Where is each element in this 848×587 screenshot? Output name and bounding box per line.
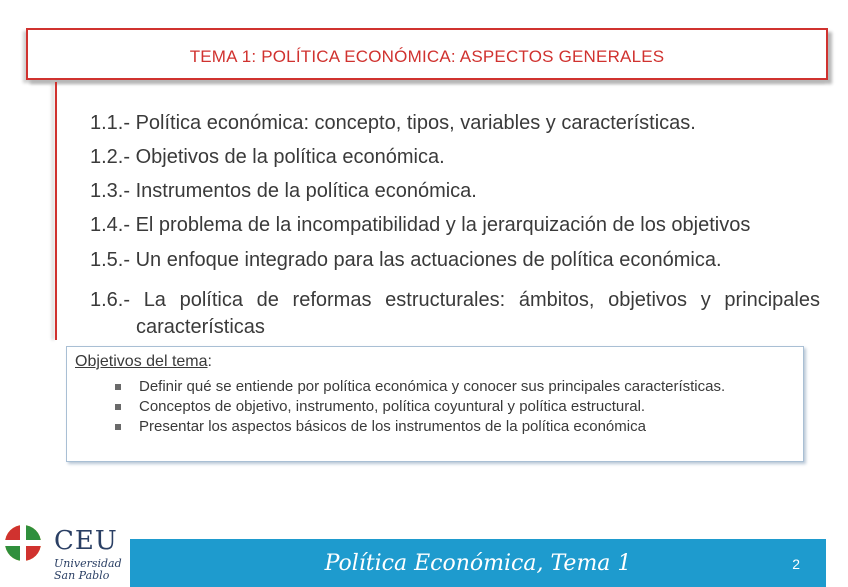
title-box <box>26 28 828 80</box>
objective-text: Presentar los aspectos básicos de los instrumentos de la política económica <box>139 418 646 435</box>
topic-1-1: 1.1.- Política económica: concepto, tipos, variables y características. <box>90 112 696 134</box>
list-item <box>115 377 795 396</box>
topic-1-6-line2: características <box>136 316 265 338</box>
footer-title: Política Económica, Tema 1 <box>324 551 632 576</box>
topic-1-3: 1.3.- Instrumentos de la política económica. <box>90 180 477 202</box>
slide-title: TEMA 1: POLÍTICA ECONÓMICA: ASPECTOS GENERALES <box>189 47 665 66</box>
ceu-logo <box>0 522 128 587</box>
logo-line1: Universidad <box>54 557 122 570</box>
objectives-heading <box>75 353 212 371</box>
objectives-box <box>66 346 804 462</box>
square-bullet-icon <box>115 424 121 430</box>
topic-1-2: 1.2.- Objetivos de la política económica. <box>90 146 445 168</box>
objectives-heading-label: Objetivos del tema <box>75 353 208 370</box>
square-bullet-icon <box>115 404 121 410</box>
logo-subtitle <box>54 558 122 582</box>
topic-1-4: 1.4.- El problema de la incompatibilidad y la jerarquización de los objetivos <box>90 214 751 236</box>
objective-text: Definir qué se entiende por política económica y conocer sus principales características. <box>139 378 726 395</box>
page-number: 2 <box>792 556 800 572</box>
list-item <box>115 397 795 416</box>
logo-ceu-text: CEU <box>54 526 118 556</box>
logo-line2: San Pablo <box>54 569 110 582</box>
topic-1-6-line1: 1.6.- La política de reformas estructurales: ámbitos, objetivos y principales <box>90 289 820 311</box>
square-bullet-icon <box>115 384 121 390</box>
left-red-rule <box>55 82 57 340</box>
ceu-emblem-icon <box>4 524 42 562</box>
objectives-list <box>115 377 795 437</box>
topic-1-6 <box>90 287 820 341</box>
topic-1-5: 1.5.- Un enfoque integrado para las actuaciones de política económica. <box>90 249 722 271</box>
footer-bar <box>130 539 826 587</box>
objective-text: Conceptos de objetivo, instrumento, política coyuntural y política estructural. <box>139 398 646 415</box>
list-item <box>115 417 795 436</box>
objectives-heading-colon: : <box>207 353 212 370</box>
